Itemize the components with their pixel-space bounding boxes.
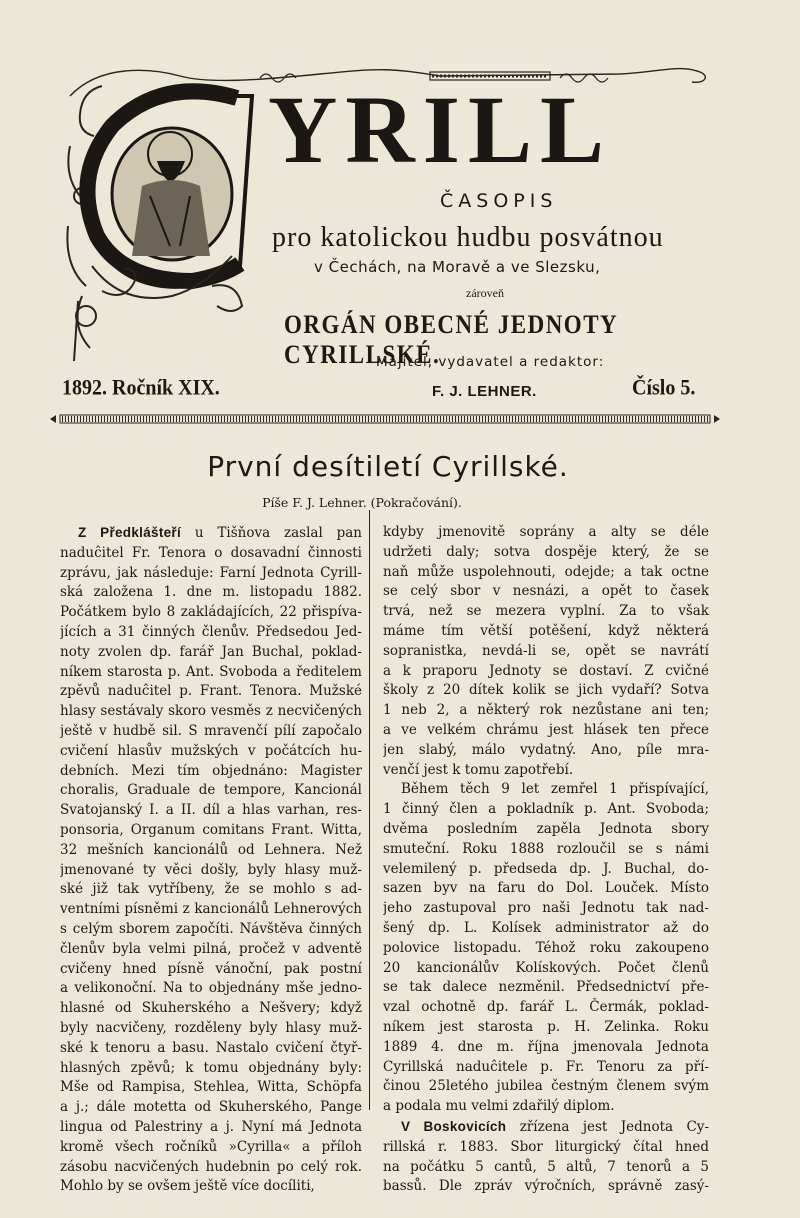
text-line — [383, 701, 709, 721]
line-text: zpěvů naduĉitel p. Frant. Tenora. Mužské — [60, 683, 362, 700]
illuminated-initial-c-icon — [62, 76, 262, 366]
line-text: ská založena 1. dne m. listopadu 1882. — [60, 584, 362, 601]
text-line — [383, 919, 709, 939]
text-line — [383, 800, 709, 820]
text-line — [60, 623, 362, 643]
text-line — [60, 1078, 362, 1098]
text-line — [383, 1117, 709, 1138]
line-text: udržeti daly; sotva dospěje který, že se — [383, 543, 709, 560]
line-text: byly nacvičeny, rozděleny byly hlasy muž- — [60, 1019, 362, 1036]
line-text: školy z 20 dítek kolik se jich vydaří? Sotva — [383, 682, 709, 699]
masthead-title: YRILL — [268, 76, 613, 183]
line-text: hlasy sestávaly skoro vesměs z necvičených — [60, 703, 362, 720]
masthead-region: v Čechách, na Moravě a ve Slezsku, — [314, 258, 601, 276]
text-line — [60, 841, 362, 861]
line-text: jeho zastupoval pro naši Jednotu tak nad- — [383, 900, 709, 917]
text-line — [60, 801, 362, 821]
line-text: velemilený p. předseda dp. J. Buchal, do- — [383, 860, 709, 877]
text-line — [60, 1039, 362, 1059]
article-byline: Píše F. J. Lehner. (Pokračování). — [262, 495, 462, 510]
line-text: polovice listopadu. Téhož roku zakoupeno — [383, 939, 709, 956]
line-text: kromě všech ročníků »Cyrilla« a příloh — [60, 1138, 362, 1155]
line-text: venčí jest k tomu zapotřebí. — [383, 761, 574, 778]
line-text: jen slabý, málo vydatný. Ano, píle mra- — [383, 741, 709, 758]
text-line — [60, 940, 362, 960]
text-line — [383, 820, 709, 840]
line-text: na počátku 5 cantů, 5 altů, 7 tenorů a 5 — [383, 1158, 709, 1175]
line-text: debních. Mezi tím objednáno: Magister — [60, 762, 362, 779]
text-line — [60, 1158, 362, 1178]
issue-number: Číslo 5. — [632, 376, 696, 401]
line-text: cvičení hlasův mužských v počátcích hu- — [60, 742, 362, 759]
text-line — [383, 1097, 709, 1117]
text-line — [60, 564, 362, 584]
text-line — [60, 544, 362, 564]
text-line — [383, 1058, 709, 1078]
line-text: činou 25letého jubilea čestným členem svým — [383, 1078, 709, 1095]
line-text: choralis, Graduale de tempore, Kancionál — [60, 782, 362, 799]
line-text: naduĉitel Fr. Tenora o dosavadní činnosti — [60, 544, 362, 561]
line-text: členův byla velmi pilná, pročež v adventě — [60, 940, 362, 957]
text-line — [60, 1019, 362, 1039]
text-line — [383, 602, 709, 622]
text-line — [383, 582, 709, 602]
text-line — [60, 702, 362, 722]
text-line — [383, 899, 709, 919]
text-line — [383, 622, 709, 642]
line-text: Mše od Rampisa, Stehlea, Witta, Schöpfa — [60, 1079, 362, 1096]
line-text: sazen byv na faru do Dol. Louček. Místo — [383, 880, 709, 897]
line-text: s celým sborem započíti. Návštěva činných — [60, 920, 362, 937]
line-text: Během těch 9 let zemřel 1 přispívající, — [401, 781, 709, 798]
text-line — [60, 861, 362, 881]
masthead-organ: ORGÁN OBECNÉ JEDNOTY CYRILLSKÉ. — [284, 310, 618, 369]
line-text: jmenované ty věci došly, byly hlasy muž- — [60, 861, 362, 878]
line-text: jících a 31 činných členův. Předsedou Jed- — [60, 623, 362, 640]
column-divider — [369, 510, 370, 1110]
article-title: První desítiletí Cyrillské. — [207, 450, 569, 483]
text-line — [383, 662, 709, 682]
line-text: dvěma posledním zapěla Jednota sbory — [383, 820, 709, 837]
line-text: zřízena jest Jednota Cy- — [506, 1118, 709, 1135]
line-text: 32 mešních kancionálů od Lehnera. Než — [60, 841, 362, 858]
line-text: a j.; dále motetta od Skuherského, Pange — [60, 1099, 362, 1116]
text-line — [60, 1177, 362, 1197]
text-line — [383, 879, 709, 899]
text-line — [60, 682, 362, 702]
text-line — [60, 920, 362, 940]
line-text: lingua od Palestriny a j. Nyní má Jednota — [60, 1118, 362, 1135]
line-text: sopranistka, nevdá-li se, opět se navrátí — [383, 642, 709, 659]
line-text: Počátkem bylo 8 zakládajících, 22 přispíva- — [60, 604, 362, 621]
text-line — [383, 1018, 709, 1038]
line-text: máme tím větší potěšení, když některá — [383, 622, 709, 639]
line-text: se celý sbor v nesnázi, a opět to časek — [383, 583, 709, 600]
text-line — [60, 583, 362, 603]
line-text: 20 kancionálův Kolískových. Počet členů — [383, 959, 709, 976]
text-line — [60, 1098, 362, 1118]
text-line — [60, 663, 362, 683]
line-text: ventními písněmi z kancionálů Lehnerových — [60, 901, 362, 918]
text-line — [383, 1158, 709, 1178]
line-text: hlasné od Skuherského a Nešvery; když — [60, 1000, 362, 1017]
text-line — [383, 978, 709, 998]
line-text: a ve velkém chrámu jest hlásek ten přece — [383, 721, 709, 738]
text-line — [60, 722, 362, 742]
text-line — [383, 998, 709, 1018]
line-text: ponsoria, Organum comitans Frant. Witta, — [60, 821, 362, 838]
line-text: a podala mu velmi zdařilý diplom. — [383, 1098, 615, 1115]
text-line — [383, 1177, 709, 1197]
text-line — [60, 1138, 362, 1158]
text-line — [60, 999, 362, 1019]
line-text: ské již tak vytříbeny, že se mohlo s ad- — [60, 881, 362, 898]
text-line — [60, 900, 362, 920]
text-line — [60, 742, 362, 762]
line-text: níkem jest starosta p. H. Zelinka. Roku — [383, 1018, 709, 1035]
line-text: a k praporu Jednoty se dostaví. Z cvičné — [383, 662, 709, 679]
line-text: cvičeny hned písně vánoční, pak postní — [60, 960, 362, 977]
line-text: šený dp. L. Kolísek administrator až do — [383, 919, 709, 936]
text-line — [383, 860, 709, 880]
place-name: Z Předklášteří — [78, 525, 182, 540]
line-text: trvá, než se mezera vyplní. Za to však — [383, 603, 709, 620]
text-line — [383, 1077, 709, 1097]
publisher-label: Majitel, vydavatel a redaktor: — [376, 354, 605, 370]
masthead-also: zároveň — [466, 286, 504, 300]
text-line — [60, 603, 362, 623]
text-line — [383, 1038, 709, 1058]
masthead-subtitle: pro katolickou hudbu posvátnou — [272, 222, 664, 253]
text-line — [60, 821, 362, 841]
line-text: vzal ochotně dp. farář L. Čermák, poklad- — [383, 999, 709, 1016]
line-text: zásobu nacvičených hudebnin po celý rok. — [60, 1158, 362, 1175]
line-text: a velikonoční. Na to objednány mše jedno- — [60, 980, 362, 997]
line-text: Mohlo by se ovšem ještě více docíliti, — [60, 1178, 315, 1195]
text-line — [383, 1138, 709, 1158]
line-text: naň může uspolehnouti, odejde; a tak octne — [383, 563, 709, 580]
article-column-right — [383, 523, 709, 1197]
text-line — [60, 1118, 362, 1138]
text-line — [60, 781, 362, 801]
line-text: ještě v hudbě sil. S mravenčí pílí započalo — [60, 722, 362, 739]
line-text: Svatojanský I. a II. díl a hlas varhan, res- — [60, 802, 362, 819]
text-line — [60, 643, 362, 663]
text-line — [383, 761, 709, 781]
text-line — [383, 959, 709, 979]
year-volume: 1892. Ročník XIX. — [62, 376, 220, 401]
line-text: smuteční. Roku 1888 rozloučil se s námi — [383, 840, 709, 857]
text-line — [60, 880, 362, 900]
article-column-left — [60, 523, 362, 1197]
line-text: noty zvolen dp. farář Jan Buchal, poklad- — [60, 643, 362, 660]
masthead-kind: ČASOPIS — [440, 190, 558, 212]
line-text: ské k tenoru a basu. Nastalo cvičení čtyř- — [60, 1039, 362, 1056]
line-text: 1 činný člen a pokladník p. Ant. Svoboda; — [383, 801, 709, 818]
decorative-rule-icon — [50, 412, 720, 426]
text-line — [60, 979, 362, 999]
place-name: V Boskovicích — [401, 1118, 507, 1134]
line-text: kdyby jmenovitě soprány a alty se déle — [383, 524, 709, 540]
text-line — [60, 960, 362, 980]
text-line — [60, 523, 362, 544]
text-line — [383, 642, 709, 662]
text-line — [383, 563, 709, 583]
text-line — [60, 1059, 362, 1079]
text-line — [383, 543, 709, 563]
text-line — [383, 523, 709, 543]
line-text: rillská r. 1883. Sbor liturgický čítal hned — [383, 1138, 709, 1155]
line-text: 1 neb 2, a některý rok nezůstane ani ten; — [383, 702, 709, 719]
line-text: níkem starosta p. Ant. Svoboda a ředitelem — [60, 663, 362, 680]
text-line — [383, 780, 709, 800]
line-text: zprávu, jak následuje: Farní Jednota Cyrill- — [60, 564, 362, 581]
text-line — [383, 741, 709, 761]
text-line — [60, 762, 362, 782]
line-text: 1889 4. dne m. října jmenovala Jednota — [383, 1038, 709, 1055]
line-text: bassů. Dle zpráv výročních, správně zasý- — [383, 1178, 709, 1195]
line-text: u Tišňova zaslal pan — [181, 525, 362, 541]
line-text: Cyrillská naduĉitele p. Fr. Tenoru za pří- — [383, 1058, 709, 1075]
text-line — [383, 721, 709, 741]
text-line — [383, 939, 709, 959]
line-text: se tak dalece nezměnil. Předsednictví pře- — [383, 979, 709, 996]
line-text: hlasných zpěvů; k tomu objednány byly: — [60, 1059, 362, 1076]
publisher-name: F. J. LEHNER. — [432, 383, 537, 400]
text-line — [383, 840, 709, 860]
text-line — [383, 681, 709, 701]
